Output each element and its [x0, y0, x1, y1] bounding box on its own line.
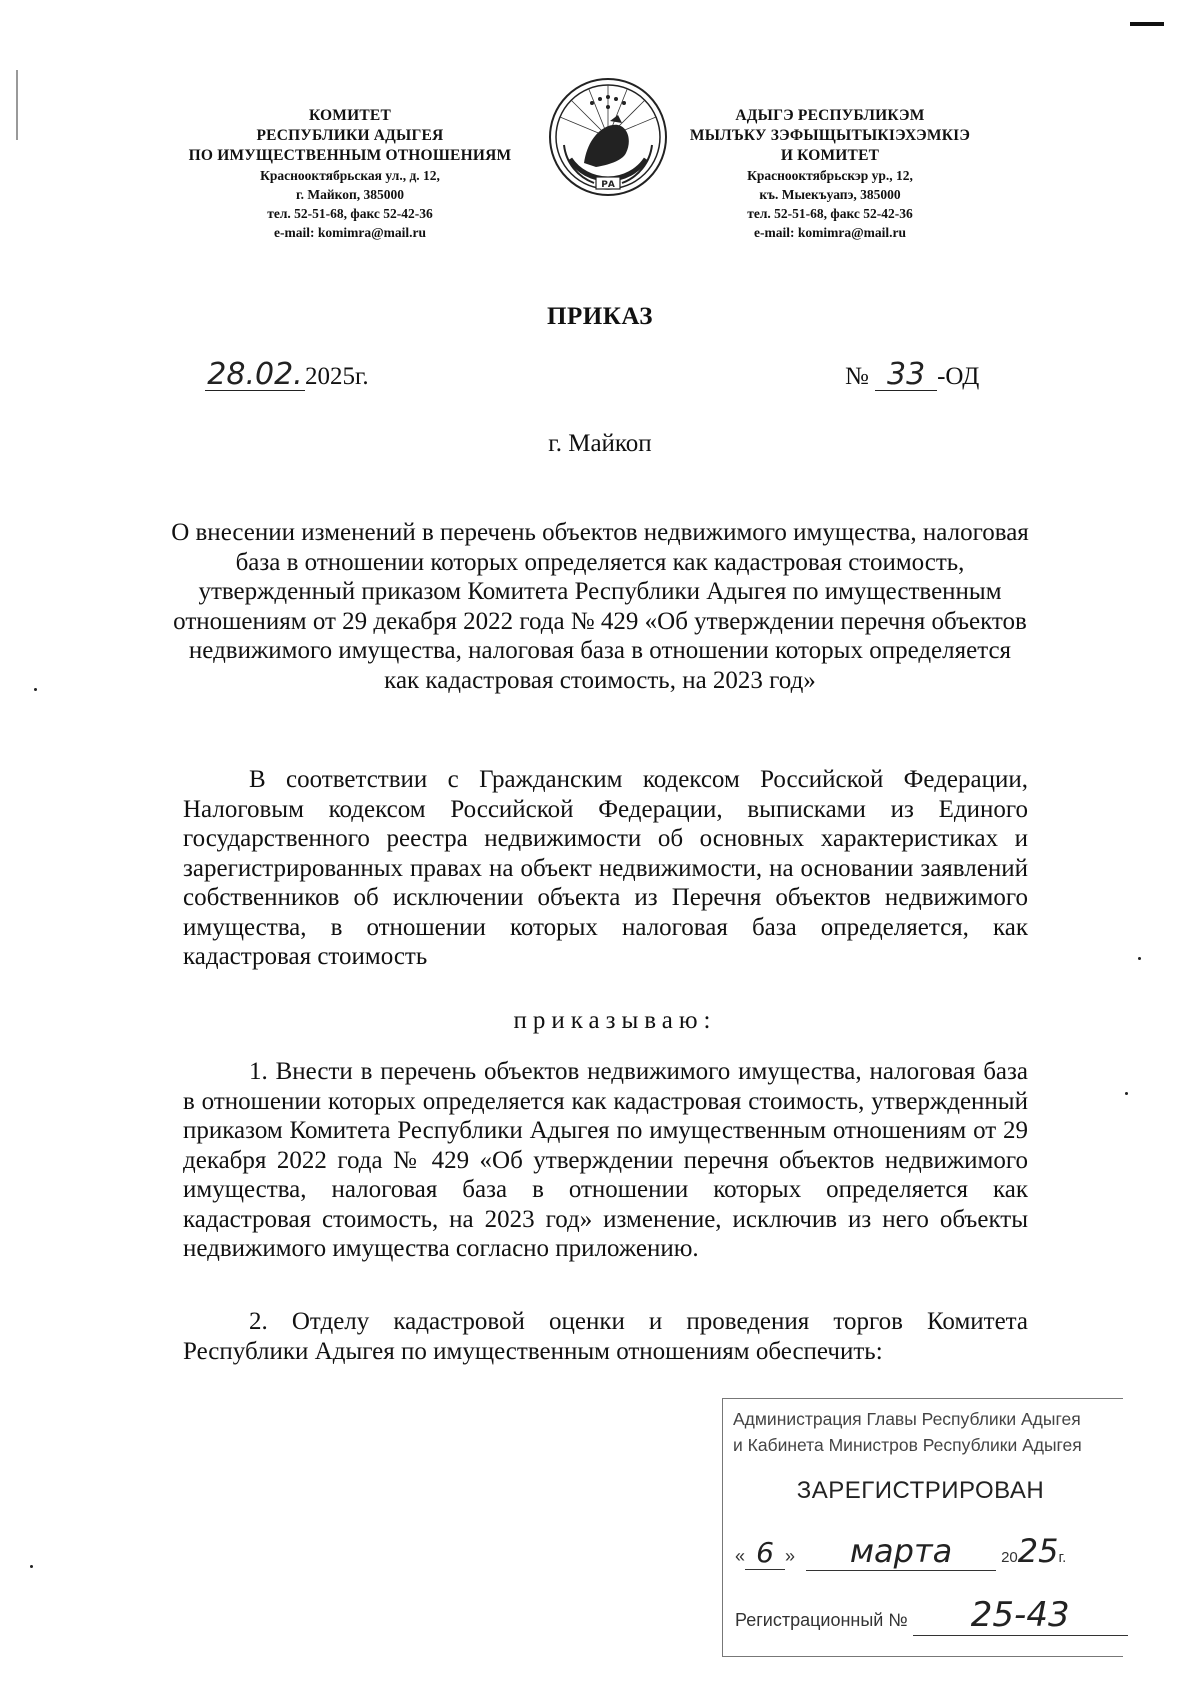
stamp-reg-label: Регистрационный № [735, 1610, 908, 1630]
order-preamble: В соответствии с Гражданским кодексом Российской Федерации, Налоговым кодексом Российской Федерации, выписками из Единого государственного реестра недвижимости об основных характеристиках и зарегистрированных правах на объект недвижимости, на основании заявлений собственников об исключении объекта из Перечня объектов недвижимого имущества, в отношении которых налоговая база определяется, как кадастровая стоимость [183, 766, 1028, 970]
header-left-line1: КОМИТЕТ [308, 107, 391, 124]
stamp-date [735, 1532, 1066, 1571]
header-right-line1: АДЫГЭ РЕСПУБЛИКЭМ [735, 107, 925, 124]
order-date-handwritten: 28.02. [205, 360, 305, 391]
scan-corner-mark [1130, 22, 1164, 26]
scan-speck [1138, 957, 1141, 960]
stamp-quote-open: « [735, 1546, 746, 1566]
stamp-quote-close: » [785, 1546, 796, 1566]
stamp-line1: Администрация Главы Республики Адыгея [733, 1409, 1081, 1429]
header-right-address1: Краснооктябрьскэр ур., 12, [747, 168, 913, 183]
stamp-year-suffix: г. [1058, 1549, 1067, 1566]
order-subject: О внесении изменений в перечень объектов недвижимого имущества, налоговая база в отношении которых определяется как кадастровая стоимость, утвержденный приказом Комитета Республики Адыгея по имущественным отношениям от 29 декабря 2022 года № 429 «Об утверждении перечня объектов недвижимого имущества, налоговая база в отношении которых определяется как кадастровая стоимость, на 2023 год» [171, 519, 1029, 694]
header-right-line3: И КОМИТЕТ [780, 147, 880, 164]
emblem-of-adygea-icon [548, 75, 668, 203]
header-right-address2: къ. Мыекъуапэ, 385000 [759, 187, 901, 202]
stamp-registered: ЗАРЕГИСТРИРОВАН [796, 1477, 1045, 1504]
document-title: ПРИКАЗ [547, 303, 653, 330]
header-right [665, 106, 995, 242]
header-left-address2: г. Майкоп, 385000 [295, 187, 404, 202]
header-left-line2: РЕСПУБЛИКИ АДЫГЕЯ [256, 127, 444, 144]
stamp-reg-number-row [735, 1595, 1128, 1636]
order-word: приказываю: [513, 1007, 717, 1034]
header-left-line3: ПО ИМУЩЕСТВЕННЫМ ОТНОШЕНИЯМ [188, 147, 512, 164]
order-number-suffix: -ОД [937, 363, 980, 390]
header-left-phone: тел. 52-51-68, факс 52-42-36 [267, 206, 433, 221]
stamp-day: 6 [745, 1536, 785, 1570]
stamp-reg-number: 25-43 [913, 1595, 1128, 1636]
scan-margin-line [16, 70, 18, 140]
registration-stamp [722, 1398, 1123, 1657]
order-item-1: 1. Внести в перечень объектов недвижимого имущества, налоговая база в отношении которых определяется как кадастровая стоимость, утвержденный приказом Комитета Республики Адыгея по имущественным отношениям от 29 декабря 2022 года № 429 «Об утверждении перечня объектов недвижимого имущества, налоговая база в отношении которых определяется как кадастровая стоимость, на 2023 год» изменение, исключив из него объекты недвижимого имущества согласно приложению. [183, 1058, 1028, 1262]
stamp-month: марта [806, 1532, 996, 1571]
order-date-year: 2025г. [305, 363, 369, 390]
order-number [845, 357, 980, 392]
header-left [150, 106, 550, 242]
header-right-line2: МЫЛЪКУ ЗЭФЫЩЫТЫКIЭХЭМКIЭ [689, 127, 971, 144]
scan-speck [34, 688, 37, 691]
stamp-year-prefix: 20 [1001, 1549, 1018, 1566]
header-right-email: e-mail: komimra@mail.ru [753, 225, 907, 240]
order-item-2: 2. Отделу кадастровой оценки и проведения торгов Комитета Республики Адыгея по имущественным отношениям обеспечить: [183, 1308, 1028, 1365]
stamp-line2: и Кабинета Министров Республики Адыгея [733, 1435, 1082, 1455]
emblem-text: РА [601, 180, 615, 190]
scan-speck [30, 1565, 33, 1568]
header-right-phone: тел. 52-51-68, факс 52-42-36 [747, 206, 913, 221]
order-date [205, 357, 369, 392]
header-left-address1: Краснооктябрьская ул., д. 12, [260, 168, 440, 183]
header-left-email: e-mail: komimra@mail.ru [273, 225, 427, 240]
stamp-year-hand: 25 [1017, 1532, 1059, 1570]
order-number-handwritten: 33 [875, 360, 937, 391]
scan-speck [1125, 1092, 1128, 1095]
order-number-prefix: № [845, 363, 869, 390]
order-city: г. Майкоп [548, 430, 652, 457]
